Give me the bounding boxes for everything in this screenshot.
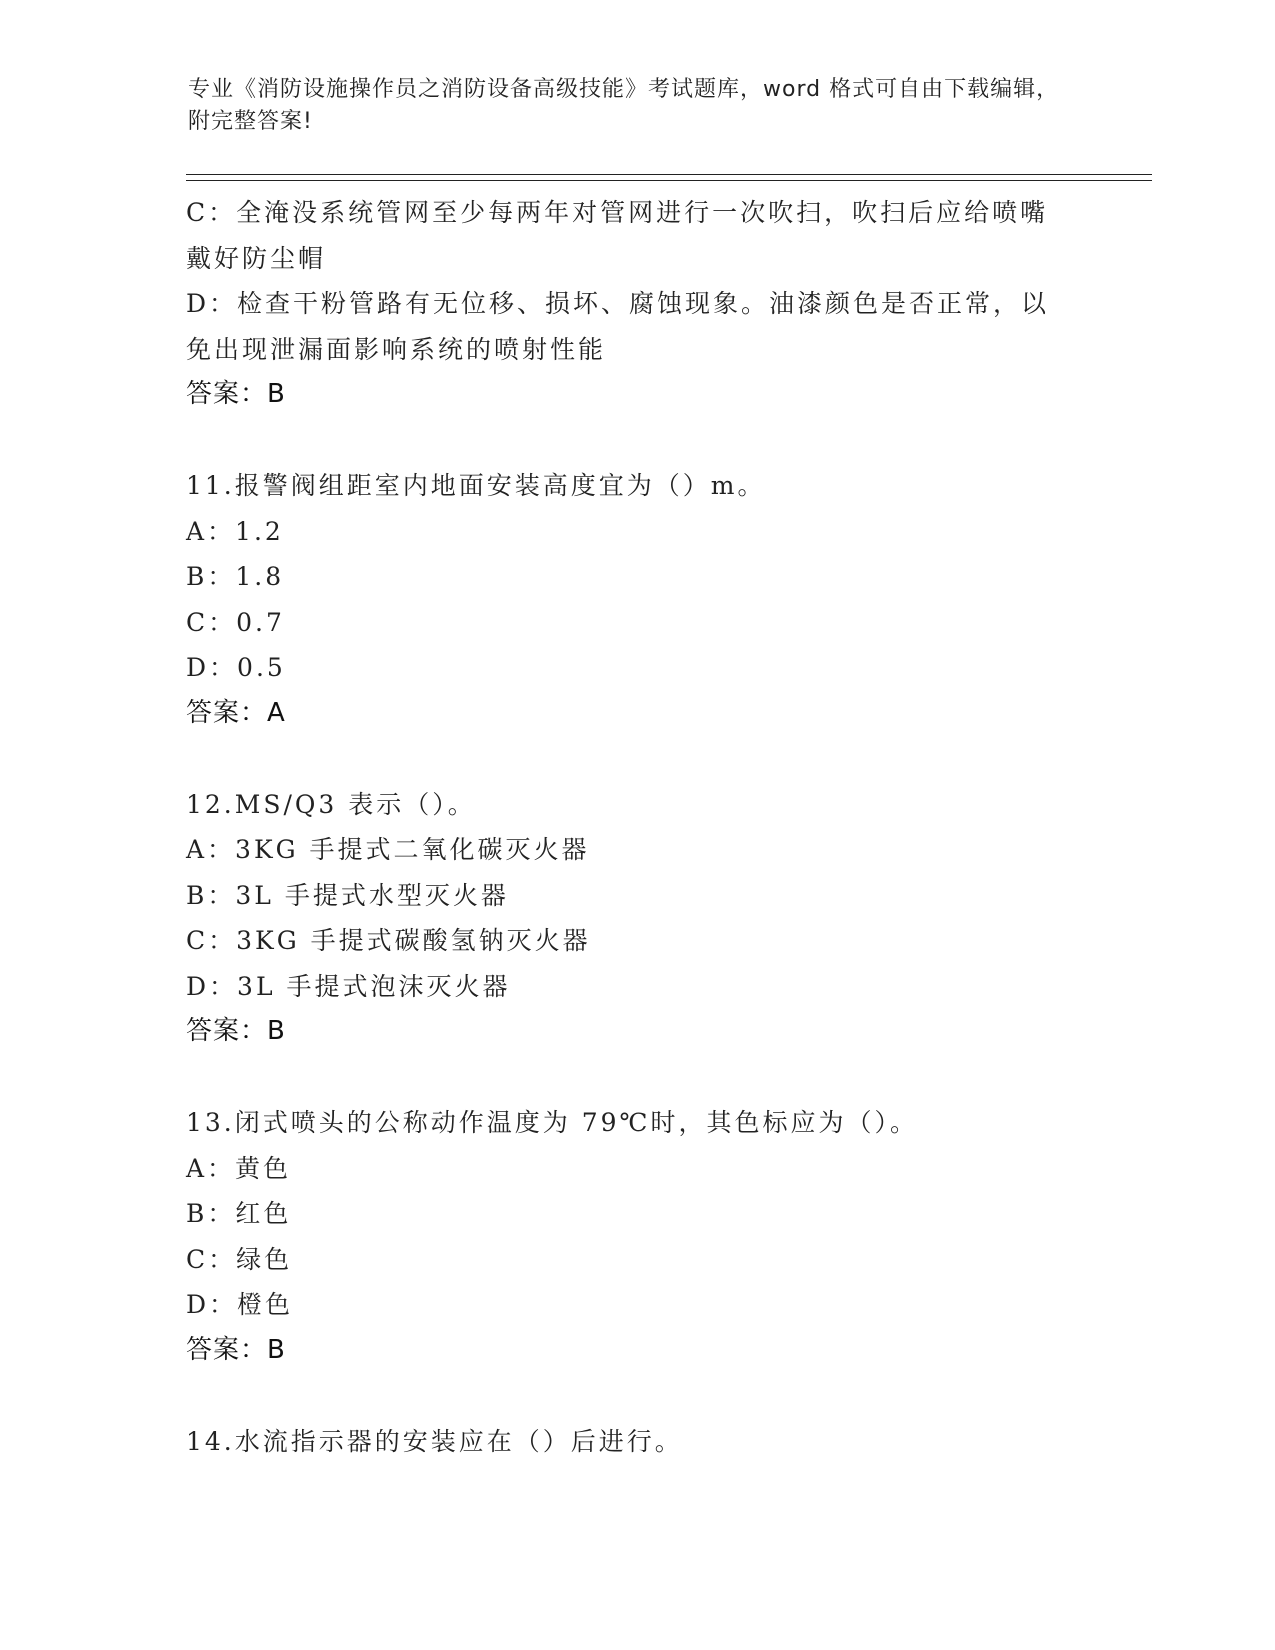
question-stem: 12.MS/Q3 表示（）。 (186, 789, 476, 819)
question-stem: 14.水流指示器的安装应在（）后进行。 (186, 1426, 683, 1456)
option-d-line-1: D：检查干粉管路有无位移、损坏、腐蚀现象。油漆颜色是否正常，以 (186, 289, 1050, 318)
question-14 (186, 1419, 1086, 1465)
spacer (186, 418, 1086, 464)
document-header: 专业《消防设施操作员之消防设备高级技能》考试题库，word 格式可自由下载编辑，附完整答案! (188, 77, 1060, 134)
option-a: A：黄色 (186, 1153, 292, 1183)
option-a: A：3KG 手提式二氧化碳灭火器 (186, 835, 590, 864)
question-12 (186, 782, 1086, 1055)
option-c: C：3KG 手提式碳酸氢钠灭火器 (186, 926, 591, 955)
option-c: C：绿色 (186, 1244, 293, 1274)
answer-line: 答案：B (186, 1016, 286, 1046)
option-a: A：1.2 (186, 516, 284, 546)
spacer (186, 1373, 1086, 1419)
answer-line: 答案：B (186, 379, 286, 409)
spacer (186, 736, 1086, 782)
option-b: B：1.8 (186, 562, 285, 591)
header-divider-top (186, 174, 1152, 175)
question-10-continuation (186, 190, 1086, 418)
option-d: D：橙色 (186, 1290, 294, 1319)
question-stem: 11.报警阀组距室内地面安装高度宜为（）m。 (186, 471, 766, 500)
question-list (186, 190, 1086, 1464)
question-11 (186, 463, 1086, 736)
header-divider-bottom (186, 180, 1152, 181)
option-c-line-2: 戴好防尘帽 (186, 243, 327, 273)
option-b: B：红色 (186, 1199, 292, 1228)
option-b: B：3L 手提式水型灭火器 (186, 880, 509, 910)
option-d-line-2: 免出现泄漏面影响系统的喷射性能 (186, 334, 607, 364)
option-c-line-1: C：全淹没系统管网至少每两年对管网进行一次吹扫，吹扫后应给喷嘴 (186, 198, 1049, 227)
option-c: C：0.7 (186, 607, 285, 637)
spacer (186, 1055, 1086, 1101)
option-d: D：0.5 (186, 653, 286, 682)
question-13 (186, 1100, 1086, 1373)
question-stem: 13.闭式喷头的公称动作温度为 79℃时，其色标应为（）。 (186, 1108, 918, 1137)
answer-line: 答案：A (186, 697, 286, 728)
answer-line: 答案：B (186, 1334, 286, 1365)
option-d: D：3L 手提式泡沫灭火器 (186, 971, 511, 1001)
